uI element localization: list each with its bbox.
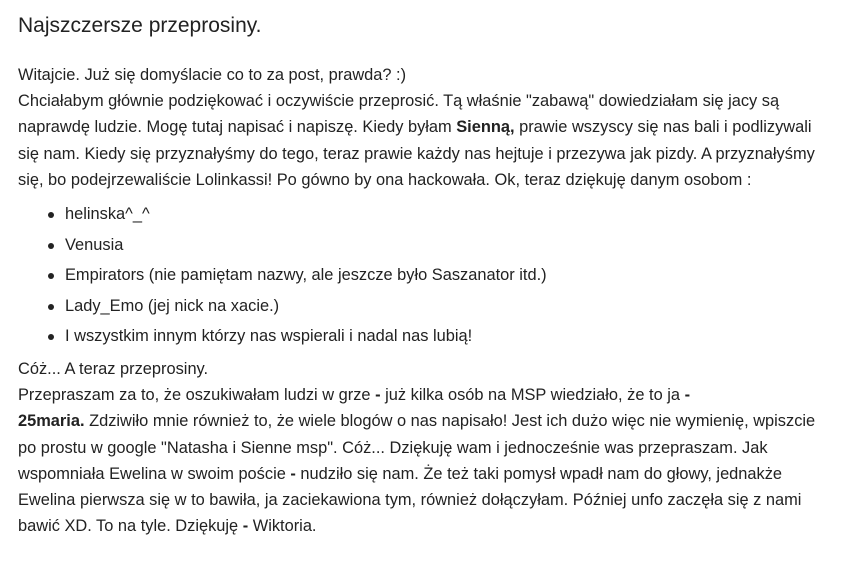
list-item — [65, 291, 829, 322]
apology-text: nudziło się nam. Że też taki pomysł wpadł nam do głowy, jednakże Ewelina pierwsza się w to bawiła, ja zaciekawiona tym, również dołączyłam. Później unfo zaczęła się z nami bawić XD. To na tyle. Dziękuję — [18, 464, 802, 536]
intro-paragraph — [18, 62, 829, 193]
list-item — [65, 321, 829, 352]
signature: Wiktoria. — [248, 517, 317, 536]
intro-text-continued: prawie wszyscy się nas bali i podlizywali się nam. Kiedy się przyznałyśmy do tego, teraz prawie każdy nas hejtuje i przezywa jak pizdy. A przyznałyśmy się, bo podejrzewaliście Lolinkassi! Po gówno by ona hackowała. Ok, teraz dziękuję danym osobom : — [18, 118, 815, 189]
bold-name: Sienną, — [456, 118, 515, 137]
dash: - — [290, 464, 296, 483]
bullet-icon — [48, 304, 54, 310]
bullet-icon — [48, 212, 54, 218]
list-item — [65, 230, 829, 261]
apology-text: Przepraszam za to, że oszukiwałam ludzi w grze — [18, 386, 376, 405]
post-title: Najszczersze przeprosiny. — [18, 14, 262, 37]
dash: - — [684, 386, 691, 405]
list-item-text: Lady_Emo (jej nick na xacie.) — [65, 296, 280, 315]
list-item-text: Empirators (nie pamiętam nazwy, ale jeszcze było Saszanator itd.) — [65, 266, 547, 285]
apology-text: Zdziwiło mnie również to, że wiele blogów o nas napisało! Jest ich dużo więc nie wymienię, wpiszcie po prostu w google "Natasha i Sienne msp". Cóż... Dziękuję wam i jednocześnie was przepraszam. Jak wspomniała Ewelina w swoim poście — [18, 412, 816, 483]
bullet-icon — [48, 243, 54, 249]
post-body — [18, 62, 829, 539]
list-item-text: Venusia — [65, 235, 124, 254]
list-item — [65, 260, 829, 291]
list-item — [65, 199, 829, 230]
apology-heading: Cóż... A teraz przeprosiny. — [18, 359, 209, 378]
bold-nick: 25maria. — [18, 412, 85, 431]
intro-text: Chciałabym głównie podziękować i oczywiście przeprosić. Tą właśnie "zabawą" dowiedziałam się jacy są naprawdę ludzie. Mogę tutaj napisać i napiszę. Kiedy byłam — [18, 92, 780, 137]
thanks-list — [18, 199, 829, 352]
list-item-text: I wszystkim innym którzy nas wspierali i nadal nas lubią! — [65, 327, 473, 346]
apology-text: już kilka osób na MSP wiedziało, że to ja — [380, 386, 685, 405]
bullet-icon — [48, 334, 54, 340]
bullet-icon — [48, 273, 54, 279]
dash: - — [375, 386, 381, 405]
greeting-text: Witajcie. Już się domyślacie co to za post, prawda? :) — [18, 66, 407, 84]
apology-paragraph — [18, 356, 829, 539]
list-item-text: helinska^_^ — [65, 205, 150, 224]
dash: - — [242, 517, 249, 536]
